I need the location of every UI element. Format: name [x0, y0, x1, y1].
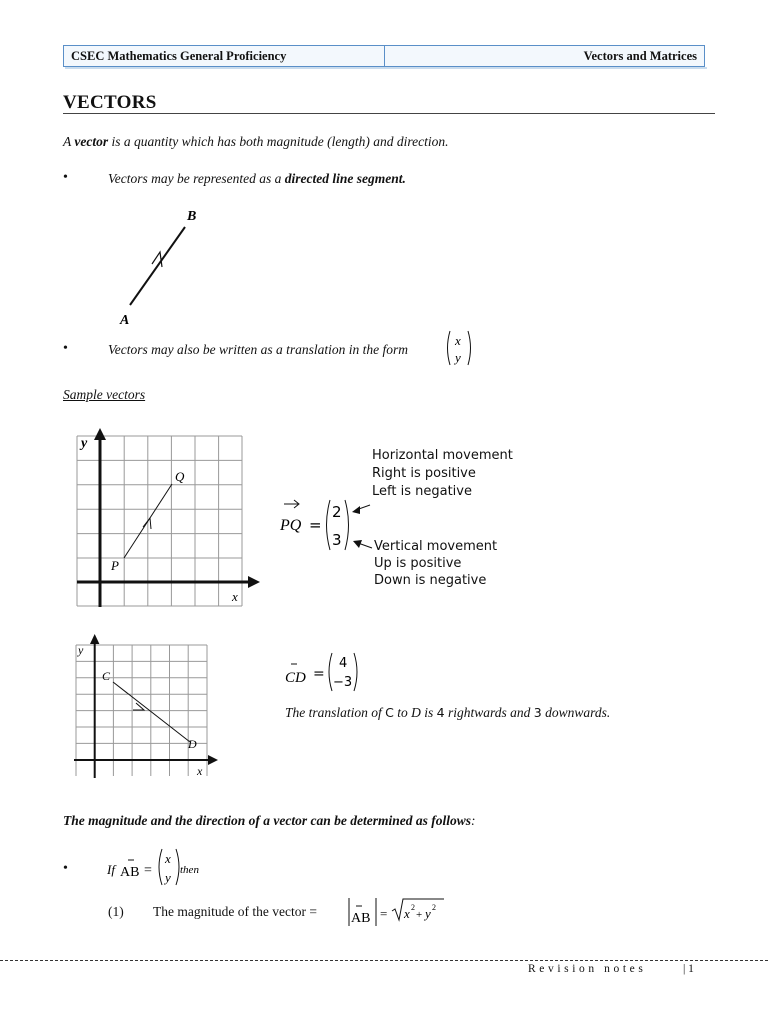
directed-segment-diagram — [110, 200, 220, 330]
svg-text:2: 2 — [432, 903, 436, 912]
cd-caption: The translation of C to D is 4 rightwards and 3 downwards. — [285, 705, 611, 720]
horizontal-note: Horizontal movement Right is positive Left is negative — [372, 448, 513, 499]
svg-text:If: If — [107, 862, 115, 877]
footer-divider — [0, 960, 768, 961]
vector-cd-arrow-icon — [133, 703, 144, 710]
y-axis-arrow-icon — [94, 428, 106, 440]
svg-text:x: x — [165, 851, 171, 866]
svg-text:=: = — [309, 516, 322, 534]
point-c-label: C — [102, 669, 111, 683]
cd-vector-notation — [282, 650, 372, 696]
x-label: x — [232, 589, 238, 604]
column-vector-xy — [444, 328, 476, 370]
grid-pq — [70, 425, 270, 613]
svg-text:AB: AB — [351, 911, 371, 926]
definition-term: vector — [74, 134, 109, 149]
bullet2-text: Vectors may also be written as a translation in the form — [108, 342, 408, 357]
cd-bottom: −3 — [333, 675, 353, 690]
item1-text: The magnitude of the vector = — [153, 904, 317, 919]
segment-line — [130, 227, 185, 305]
direction-arrow-icon — [152, 252, 162, 267]
grid-cd — [70, 632, 225, 782]
svg-text:=: = — [144, 863, 152, 878]
y-label: y — [78, 643, 84, 657]
svg-text:2: 2 — [411, 903, 415, 912]
vertical-note: Vertical movement Up is positive Down is negative — [374, 539, 498, 588]
magnitude-heading: The magnitude and the direction of a vector can be determined as follows: — [63, 813, 476, 828]
bullet1-text: Vectors may be represented as a directed line segment. — [108, 171, 406, 186]
cd-top: 4 — [339, 656, 348, 671]
y-axis-arrow-icon — [90, 634, 99, 644]
title-underline — [63, 113, 715, 114]
svg-text:y: y — [425, 906, 431, 921]
bullet-icon: • — [63, 341, 68, 356]
page-title: VECTORS — [63, 92, 157, 113]
svg-text:+: + — [416, 909, 423, 921]
item1-number: (1) — [108, 904, 124, 919]
annotation-arrow-icon — [352, 506, 360, 514]
svg-text:=: = — [380, 906, 388, 921]
ab-definition — [106, 846, 216, 888]
x-axis-arrow-icon — [248, 576, 260, 588]
pq-bottom: 3 — [332, 531, 342, 549]
sample-vectors-heading: Sample vectors — [63, 387, 146, 402]
point-d-label: D — [188, 737, 197, 751]
svg-text:y: y — [165, 870, 171, 885]
header-course: CSEC Mathematics General Proficiency — [64, 46, 385, 66]
page-header — [63, 45, 705, 67]
magnitude-formula — [346, 896, 450, 930]
y-label: y — [81, 436, 88, 451]
svg-text:then: then — [180, 864, 199, 876]
header-shadow — [65, 67, 707, 69]
x-axis-arrow-icon — [208, 755, 218, 765]
point-a-label: A — [120, 313, 130, 328]
bullet-icon: • — [63, 861, 68, 876]
svg-text:x: x — [404, 906, 410, 921]
page-number: | 1 — [683, 963, 694, 975]
svg-text:x: x — [455, 333, 461, 348]
vector-cd-line — [113, 682, 190, 742]
point-q-label: Q — [175, 469, 185, 484]
x-label: x — [197, 764, 203, 778]
definition-text: A vector is a quantity which has both magnitude (length) and direction. — [63, 134, 449, 149]
svg-text:y: y — [455, 350, 461, 365]
footer-label: Revision notes — [528, 963, 647, 975]
pq-top: 2 — [332, 503, 342, 521]
ab-name: AB — [120, 865, 140, 880]
point-p-label: P — [111, 558, 119, 573]
pq-name: PQ — [280, 517, 302, 534]
point-b-label: B — [187, 209, 197, 224]
bullet-icon: • — [63, 170, 68, 185]
svg-text:=: = — [313, 666, 325, 682]
header-topic: Vectors and Matrices — [583, 49, 697, 63]
cd-name: CD — [285, 670, 306, 686]
